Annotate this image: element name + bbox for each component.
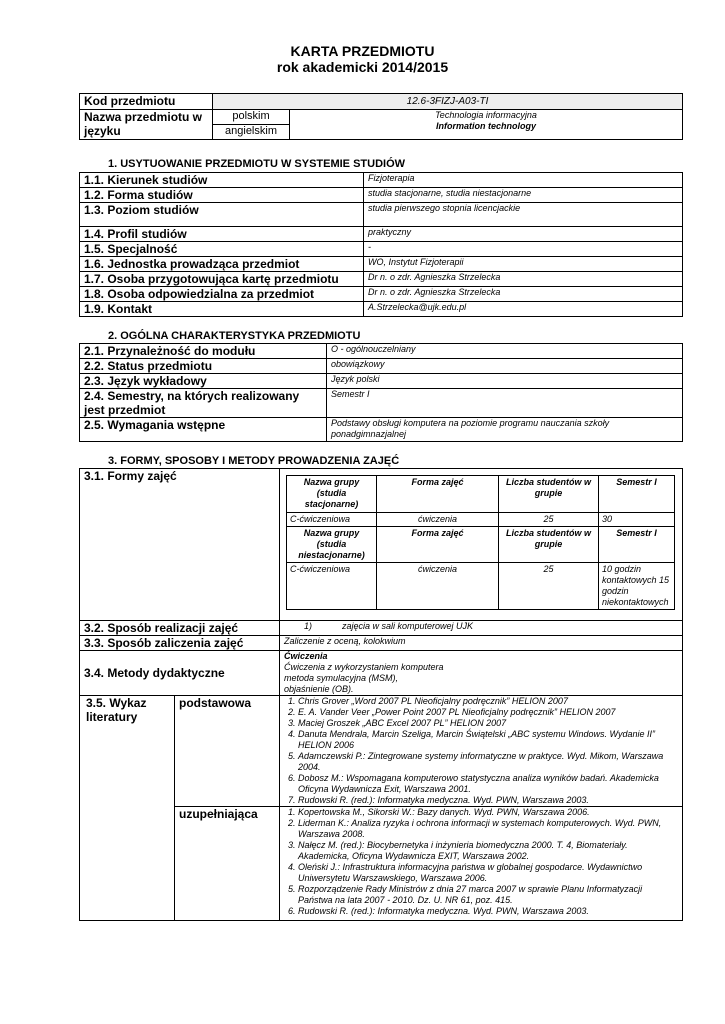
section-1-heading: 1. USYTUOWANIE PRZEDMIOTU W SYSTEMIE STUDIÓW xyxy=(108,158,406,170)
section-2-row-value: Podstawy obsługi komputera na poziomie programu nauczania szkoły ponadgimnazjalnej xyxy=(327,418,683,442)
course-name-pl: Technologia informacyjna xyxy=(435,110,537,120)
section-2-row-value: obowiązkowy xyxy=(327,359,683,374)
literature-label: 3.5. Wykaz literatury xyxy=(80,696,175,921)
section-1-row-value: praktyczny xyxy=(364,227,683,242)
lang-pl-label: polskim xyxy=(213,110,290,125)
literature-item: 2. E. A. Vander Veer „Power Point 2007 PL Nieoficjalny podręcznik” HELION 2007 xyxy=(298,707,678,718)
niestac-count: 25 xyxy=(499,563,599,610)
supplementary-label: uzupełniająca xyxy=(175,807,280,921)
literature-item: 7. Rudowski R. (red.): Informatyka medyczna. Wyd. PWN, Warszawa 2003. xyxy=(298,795,678,806)
section-1-row-value: - xyxy=(364,242,683,257)
niestac-header-group: Nazwa grupy (studia niestacjonarne) xyxy=(287,527,377,563)
stac-count: 25 xyxy=(499,513,599,527)
section-1-row-value: Dr n. o zdr. Agnieszka Strzelecka xyxy=(364,272,683,287)
section-1-row-label: 1.1. Kierunek studiów xyxy=(80,173,364,188)
stac-sem: 30 xyxy=(599,513,675,527)
section-2-row-value: Semestr I xyxy=(327,389,683,418)
course-name-en: Information technology xyxy=(436,121,536,131)
section-1-row xyxy=(80,272,683,287)
method-number: 1) xyxy=(304,621,313,631)
stac-header-sem: Semestr I xyxy=(599,476,675,513)
course-code-value: 12.6-3FIZJ-A03-TI xyxy=(213,94,683,110)
section-1-row xyxy=(80,287,683,302)
course-id-table xyxy=(79,93,683,140)
section-1-row-value: studia stacjonarne, studia niestacjonarne xyxy=(364,188,683,203)
credit-value: Zaliczenie z oceną, kolokwium xyxy=(280,636,683,651)
niestac-header-form: Forma zajęć xyxy=(377,527,499,563)
stac-group: C-ćwiczeniowa xyxy=(287,513,377,527)
section-3-heading: 3. FORMY, SPOSOBY I METODY PROWADZENIA ZAJĘĆ xyxy=(108,455,400,467)
section-2-row-label: 2.5. Wymagania wstępne xyxy=(80,418,327,442)
section-1-row-label: 1.5. Specjalność xyxy=(80,242,364,257)
section-1-row-label: 1.9. Kontakt xyxy=(80,302,364,317)
didactic-line: objaśnienie (OB). xyxy=(284,684,354,694)
section-1-row xyxy=(80,173,683,188)
section-1-row xyxy=(80,302,683,317)
literature-item: 5. Adamczewski P.: Zintegrowane systemy informatyczne w praktyce. Wyd. Mikom, Warszawa 2004. xyxy=(298,751,678,773)
literature-item: 1. Kopertowska M., Sikorski W.: Bazy danych. Wyd. PWN, Warszawa 2006. xyxy=(298,807,678,818)
section-1-row-value: WO, Instytut Fizjoterapii xyxy=(364,257,683,272)
stac-form: ćwiczenia xyxy=(377,513,499,527)
section-2-row-label: 2.1. Przynależność do modułu xyxy=(80,344,327,359)
section-1-row-label: 1.6. Jednostka prowadząca przedmiot xyxy=(80,257,364,272)
section-2-row-value: O - ogólnouczelniany xyxy=(327,344,683,359)
literature-item: 4. Oleński J.: Infrastruktura informacyjna państwa w globalnej gospodarce. Wydawnictwo Uniwersytetu Warszawskiego, Warszawa 2006. xyxy=(298,862,678,884)
section-1-row-value: Dr n. o zdr. Agnieszka Strzelecka xyxy=(364,287,683,302)
literature-item: 6. Rudowski R. (red.): Informatyka medyczna. Wyd. PWN, Warszawa 2003. xyxy=(298,906,678,917)
literature-item: 3. Nałęcz M. (red.): Biocybernetyka i inżynieria biomedyczna 2000. T. 4, Biomateriały. Akademicka, Oficyna Wydawnicza EXIT, Warszawa 2002. xyxy=(298,840,678,862)
section-1-row-label: 1.4. Profil studiów xyxy=(80,227,364,242)
section-1-row xyxy=(80,257,683,272)
niestac-sem: 10 godzin kontaktowych 15 godzin niekontaktowych xyxy=(599,563,675,610)
section-1-row xyxy=(80,242,683,257)
niestac-group: C-ćwiczeniowa xyxy=(287,563,377,610)
niestac-form: ćwiczenia xyxy=(377,563,499,610)
section-2-row-label: 2.3. Język wykładowy xyxy=(80,374,327,389)
section-1-table xyxy=(79,172,683,317)
section-1-row-value: studia pierwszego stopnia licencjackie xyxy=(364,203,683,227)
literature-item: 6. Dobosz M.: Wspomagana komputerowo statystyczna analiza wyników badań. Akademicka Oficyna Wydawnicza Exit, Warszawa 2001. xyxy=(298,773,678,795)
section-2-heading: 2. OGÓLNA CHARAKTERYSTYKA PRZEDMIOTU xyxy=(108,330,361,342)
course-name-label: Nazwa przedmiotu w języku xyxy=(80,110,213,140)
literature-item: 1. Chris Grover „Word 2007 PL Nieoficjalny podręcznik” HELION 2007 xyxy=(298,696,678,707)
literature-item: 5. Rozporządzenie Rady Ministrów z dnia 27 marca 2007 w sprawie Planu Informatyzacji Państwa na lata 2007 - 2010. Dz. U. NR 61, poz. 415. xyxy=(298,884,678,906)
method-value: zajęcia w sali komputerowej UJK xyxy=(342,621,474,631)
forms-inner-table xyxy=(286,475,675,610)
literature-item: 4. Danuta Mendrala, Marcin Szeliga, Marcin Świątelski „ABC systemu Windows. Wydanie II” HELION 2006 xyxy=(298,729,678,751)
basic-label: podstawowa xyxy=(175,696,280,807)
section-1-row-label: 1.8. Osoba odpowiedzialna za przedmiot xyxy=(80,287,364,302)
stac-header-count: Liczba studentów w grupie xyxy=(499,476,599,513)
literature-item: 3. Maciej Groszek „ABC Excel 2007 PL” HELION 2007 xyxy=(298,718,678,729)
course-code-label: Kod przedmiotu xyxy=(80,94,213,110)
supplementary-literature-list xyxy=(284,807,678,917)
section-1-row xyxy=(80,227,683,242)
section-2-table xyxy=(79,343,683,442)
section-2-row-label: 2.2. Status przedmiotu xyxy=(80,359,327,374)
niestac-header-sem: Semestr I xyxy=(599,527,675,563)
niestac-header-count: Liczba studentów w grupie xyxy=(499,527,599,563)
basic-literature-list xyxy=(284,696,678,806)
section-1-row xyxy=(80,203,683,227)
section-2-row xyxy=(80,418,683,442)
literature-item: 2. Liderman K.: Analiza ryzyka i ochrona informacji w systemach komputerowych. Wyd. PWN, Warszawa 2008. xyxy=(298,818,678,840)
didactic-label: 3.4. Metody dydaktyczne xyxy=(80,651,280,696)
section-1-row-value: Fizjoterapia xyxy=(364,173,683,188)
didactic-line: Ćwiczenia z wykorzystaniem komputera xyxy=(284,662,444,672)
stac-header-form: Forma zajęć xyxy=(377,476,499,513)
stac-header-group: Nazwa grupy (studia stacjonarne) xyxy=(287,476,377,513)
page-subtitle: rok akademicki 2014/2015 xyxy=(276,59,449,75)
lang-en-label: angielskim xyxy=(213,125,290,140)
section-3-table xyxy=(79,468,683,921)
section-2-row-label: 2.4. Semestry, na których realizowany jest przedmiot xyxy=(80,389,327,418)
section-1-row-label: 1.2. Forma studiów xyxy=(80,188,364,203)
method-label: 3.2. Sposób realizacji zajęć xyxy=(80,621,280,636)
section-2-row xyxy=(80,389,683,418)
section-2-row xyxy=(80,344,683,359)
page-title: KARTA PRZEDMIOTU xyxy=(290,43,435,59)
section-1-row-label: 1.3. Poziom studiów xyxy=(80,203,364,227)
section-1-row-value: A.Strzelecka@ujk.edu.pl xyxy=(364,302,683,317)
section-2-row-value: Język polski xyxy=(327,374,683,389)
section-2-row xyxy=(80,359,683,374)
didactic-line: metoda symulacyjna (MSM), xyxy=(284,673,399,683)
section-1-row-label: 1.7. Osoba przygotowująca kartę przedmiotu xyxy=(80,272,364,287)
didactic-title: Ćwiczenia xyxy=(284,651,328,661)
credit-label: 3.3. Sposób zaliczenia zajęć xyxy=(80,636,280,651)
section-2-row xyxy=(80,374,683,389)
forms-label: 3.1. Formy zajęć xyxy=(80,469,280,621)
section-1-row xyxy=(80,188,683,203)
